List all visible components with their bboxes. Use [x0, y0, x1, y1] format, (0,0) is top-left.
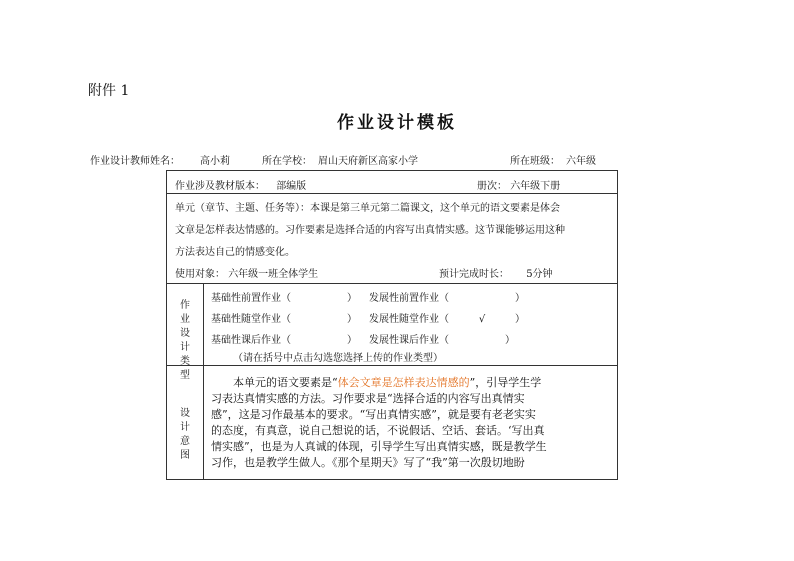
page-title: 作业设计模板	[337, 113, 457, 133]
volume-label: 册次：	[477, 181, 507, 192]
intent-label: 设计意图	[180, 408, 190, 461]
type-section-label: 作业设计类型	[180, 300, 190, 381]
unit-line-2: 文章是怎样表达情感的。习作要素是选择合适的内容写出真情实感。这节课能够运用这种	[175, 225, 565, 236]
class-label: 所在班级：	[510, 156, 560, 167]
intent-line: 本单元的语文要素是“体会文章是怎样表达情感的”，引导学生学	[233, 376, 542, 389]
textbook-value: 部编版	[276, 181, 307, 192]
textbook-label: 作业涉及教材版本：	[175, 181, 265, 192]
ext-pre-option[interactable]: 发展性前置作业（	[369, 293, 449, 304]
close-paren: ）	[347, 314, 357, 325]
school-name: 眉山天府新区高家小学	[318, 156, 418, 167]
teacher-name: 高小莉	[200, 156, 230, 167]
intent-paragraph	[211, 375, 611, 471]
close-paren: ）	[347, 293, 357, 304]
intent-line: 情实感”，也是为人真诚的体现，引导学生写出真情实感，既是教学生	[211, 440, 547, 453]
design-table	[166, 170, 618, 480]
close-paren: ）	[505, 335, 515, 346]
volume-value: 六年级下册	[510, 181, 561, 192]
duration-value: 5分钟	[526, 269, 553, 280]
close-paren: ）	[347, 335, 357, 346]
basic-class-option[interactable]: 基础性随堂作业（	[211, 314, 291, 325]
type-note: （请在括号中点击勾选您选择上传的作业类型）	[233, 353, 443, 364]
basic-pre-option[interactable]: 基础性前置作业（	[211, 293, 291, 304]
attachment-label: 附件 1	[88, 83, 130, 99]
teacher-info-row	[90, 152, 610, 168]
intent-line: 习作，也是教学生做人。《那个星期天》写了“我”第一次殷切地盼	[211, 456, 525, 469]
basic-after-option[interactable]: 基础性课后作业（	[211, 335, 291, 346]
school-label: 所在学校：	[262, 156, 312, 167]
duration-label: 预计完成时长：	[439, 269, 509, 280]
close-paren: ）	[515, 314, 525, 325]
ext-class-check-mark: √	[478, 314, 486, 325]
unit-line-3: 方法表达自己的情感变化。	[175, 247, 295, 258]
intent-line: 的态度，有真意，说自己想说的话，不说假话、空话、套话。‘写出真	[211, 424, 545, 437]
unit-line-1: 单元（章节、主题、任务等）：本课是第三单元第二篇课文，这个单元的语文要素是体会	[175, 203, 560, 214]
intent-line: 习表达真情实感的方法。习作要求是“选择合适的内容写出真情实	[211, 392, 525, 405]
audience-value: 六年级一班全体学生	[228, 269, 319, 280]
intent-line: 感”，这是习作最基本的要求。“写出真情实感”，就是要有老老实实	[211, 408, 536, 421]
ext-class-option[interactable]: 发展性随堂作业（	[369, 314, 449, 325]
teacher-label: 作业设计教师姓名：	[90, 156, 180, 167]
ext-after-option[interactable]: 发展性课后作业（	[369, 335, 449, 346]
audience-label: 使用对象：	[175, 269, 225, 280]
close-paren: ）	[515, 293, 525, 304]
class-name: 六年级	[566, 156, 596, 167]
